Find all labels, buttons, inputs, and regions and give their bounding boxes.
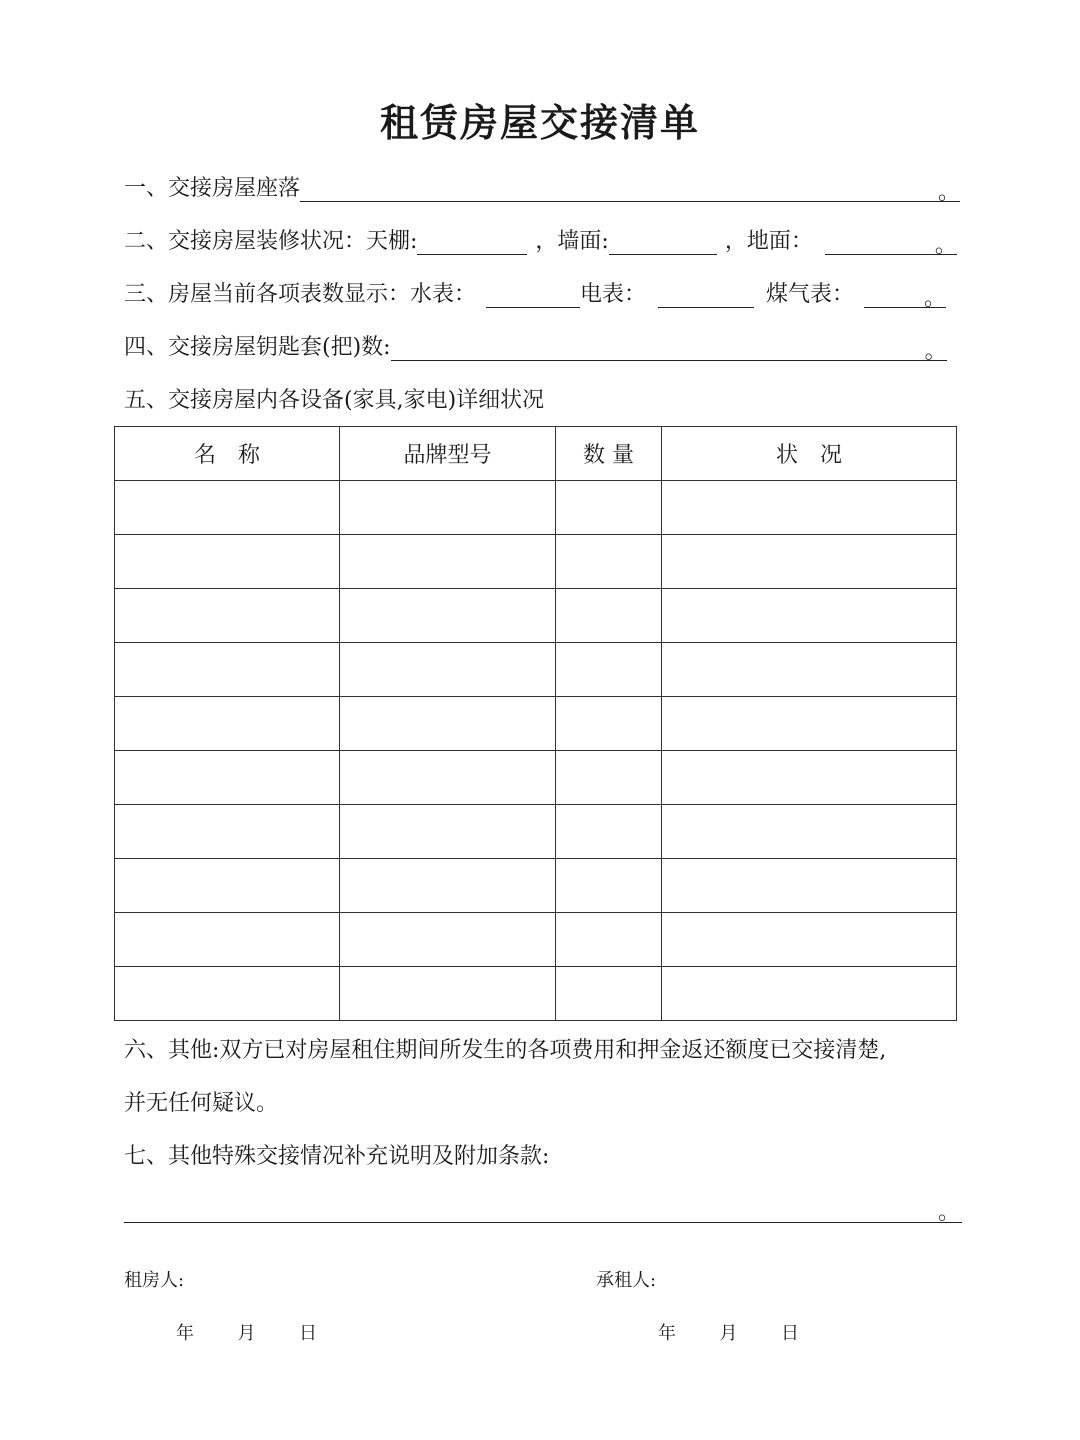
table-cell[interactable] — [662, 859, 957, 913]
table-cell[interactable] — [115, 859, 340, 913]
table-cell[interactable] — [115, 751, 340, 805]
table-cell[interactable] — [340, 481, 556, 535]
table-row — [115, 481, 957, 535]
table-row — [115, 751, 957, 805]
table-cell[interactable] — [115, 805, 340, 859]
table-cell[interactable] — [340, 697, 556, 751]
item-equipment-label: 五、交接房屋内各设备(家具,家电)详细状况 — [124, 388, 545, 413]
item-meters — [124, 274, 947, 311]
item-equipment — [124, 380, 544, 414]
table-row — [115, 589, 957, 643]
table-header-row — [115, 427, 957, 481]
table-cell[interactable] — [556, 481, 662, 535]
wall-field[interactable] — [609, 228, 717, 255]
header-brand-model: 品牌型号 — [340, 427, 556, 481]
item-keys — [124, 327, 947, 364]
page-title: 租赁房屋交接清单 — [379, 100, 700, 145]
table-cell[interactable] — [115, 643, 340, 697]
item-other-line2: 并无任何疑议。 — [124, 1091, 279, 1116]
table-cell[interactable] — [340, 751, 556, 805]
landlord-signature-label: 租房人: — [124, 1270, 185, 1291]
electric-meter-field[interactable] — [658, 281, 754, 308]
table-cell[interactable] — [662, 751, 957, 805]
table-row — [115, 913, 957, 967]
table-cell[interactable] — [340, 913, 556, 967]
table-cell[interactable] — [556, 859, 662, 913]
table-cell[interactable] — [662, 481, 957, 535]
table-cell[interactable] — [556, 697, 662, 751]
table-cell[interactable] — [662, 643, 957, 697]
table-cell[interactable] — [556, 643, 662, 697]
keys-field[interactable] — [391, 334, 923, 361]
floor-label: ，地面： — [724, 229, 813, 254]
table-cell[interactable] — [662, 589, 957, 643]
wall-label: ，墙面: — [535, 229, 609, 254]
table-row — [115, 697, 957, 751]
table-cell[interactable] — [556, 967, 662, 1021]
table-cell[interactable] — [556, 805, 662, 859]
table-cell[interactable] — [115, 535, 340, 589]
item-decoration-end: 。 — [933, 228, 957, 255]
table-cell[interactable] — [340, 805, 556, 859]
table-cell[interactable] — [556, 913, 662, 967]
table-cell[interactable] — [662, 913, 957, 967]
item-keys-end: 。 — [923, 334, 947, 361]
item-decoration-label: 二、交接房屋装修状况：天棚: — [124, 229, 418, 254]
item-location-label: 一、交接房屋座落 — [124, 176, 301, 201]
table-cell[interactable] — [662, 967, 957, 1021]
landlord-date-year: 年 — [176, 1323, 194, 1344]
tenant-date-day: 日 — [780, 1323, 799, 1344]
table-cell[interactable] — [340, 859, 556, 913]
electric-meter-label: 电表： — [580, 282, 647, 307]
item-keys-label: 四、交接房屋钥匙套(把)数: — [124, 335, 391, 360]
table-cell[interactable] — [115, 913, 340, 967]
tenant-signature-label: 承租人: — [596, 1270, 657, 1291]
supplement-field[interactable] — [124, 1196, 962, 1223]
table-cell[interactable] — [556, 589, 662, 643]
item-supplement: 七、其他特殊交接情况补充说明及附加条款: — [124, 1144, 550, 1169]
table-row — [115, 859, 957, 913]
header-condition: 状 况 — [662, 427, 957, 481]
gas-meter-label: 煤气表： — [766, 282, 855, 307]
table-cell[interactable] — [115, 589, 340, 643]
table-row — [115, 643, 957, 697]
table-row — [115, 535, 957, 589]
supplement-end: 。 — [937, 1200, 960, 1225]
table-cell[interactable] — [556, 751, 662, 805]
table-cell[interactable] — [115, 697, 340, 751]
table-cell[interactable] — [340, 535, 556, 589]
header-name: 名 称 — [115, 427, 340, 481]
table-cell[interactable] — [662, 697, 957, 751]
tenant-date-year: 年 — [658, 1323, 676, 1344]
table-cell[interactable] — [340, 589, 556, 643]
table-cell[interactable] — [340, 643, 556, 697]
ceiling-field[interactable] — [417, 228, 527, 255]
item-location-end: 。 — [936, 175, 960, 202]
table-row — [115, 967, 957, 1021]
item-meters-label: 三、房屋当前各项表数显示：水表： — [124, 282, 477, 307]
table-cell[interactable] — [556, 535, 662, 589]
landlord-date-month: 月 — [237, 1323, 256, 1344]
table-cell[interactable] — [662, 805, 957, 859]
tenant-date — [658, 1319, 799, 1345]
location-field[interactable] — [300, 175, 936, 202]
water-meter-field[interactable] — [486, 281, 580, 308]
floor-field[interactable] — [825, 228, 933, 255]
gas-meter-field[interactable] — [864, 281, 922, 308]
table-row — [115, 805, 957, 859]
item-location — [124, 168, 961, 205]
item-decoration — [124, 221, 957, 258]
table-cell[interactable] — [662, 535, 957, 589]
table-cell[interactable] — [340, 967, 556, 1021]
table-cell[interactable] — [115, 481, 340, 535]
equipment-table — [114, 426, 957, 1021]
item-other-line1: 六、其他:双方已对房屋租住期间所发生的各项费用和押金返还额度已交接清楚, — [124, 1038, 887, 1063]
tenant-date-month: 月 — [719, 1323, 738, 1344]
header-quantity: 数 量 — [556, 427, 662, 481]
landlord-date-day: 日 — [298, 1323, 317, 1344]
landlord-date — [176, 1319, 317, 1345]
table-cell[interactable] — [115, 967, 340, 1021]
item-meters-end: 。 — [922, 281, 946, 308]
